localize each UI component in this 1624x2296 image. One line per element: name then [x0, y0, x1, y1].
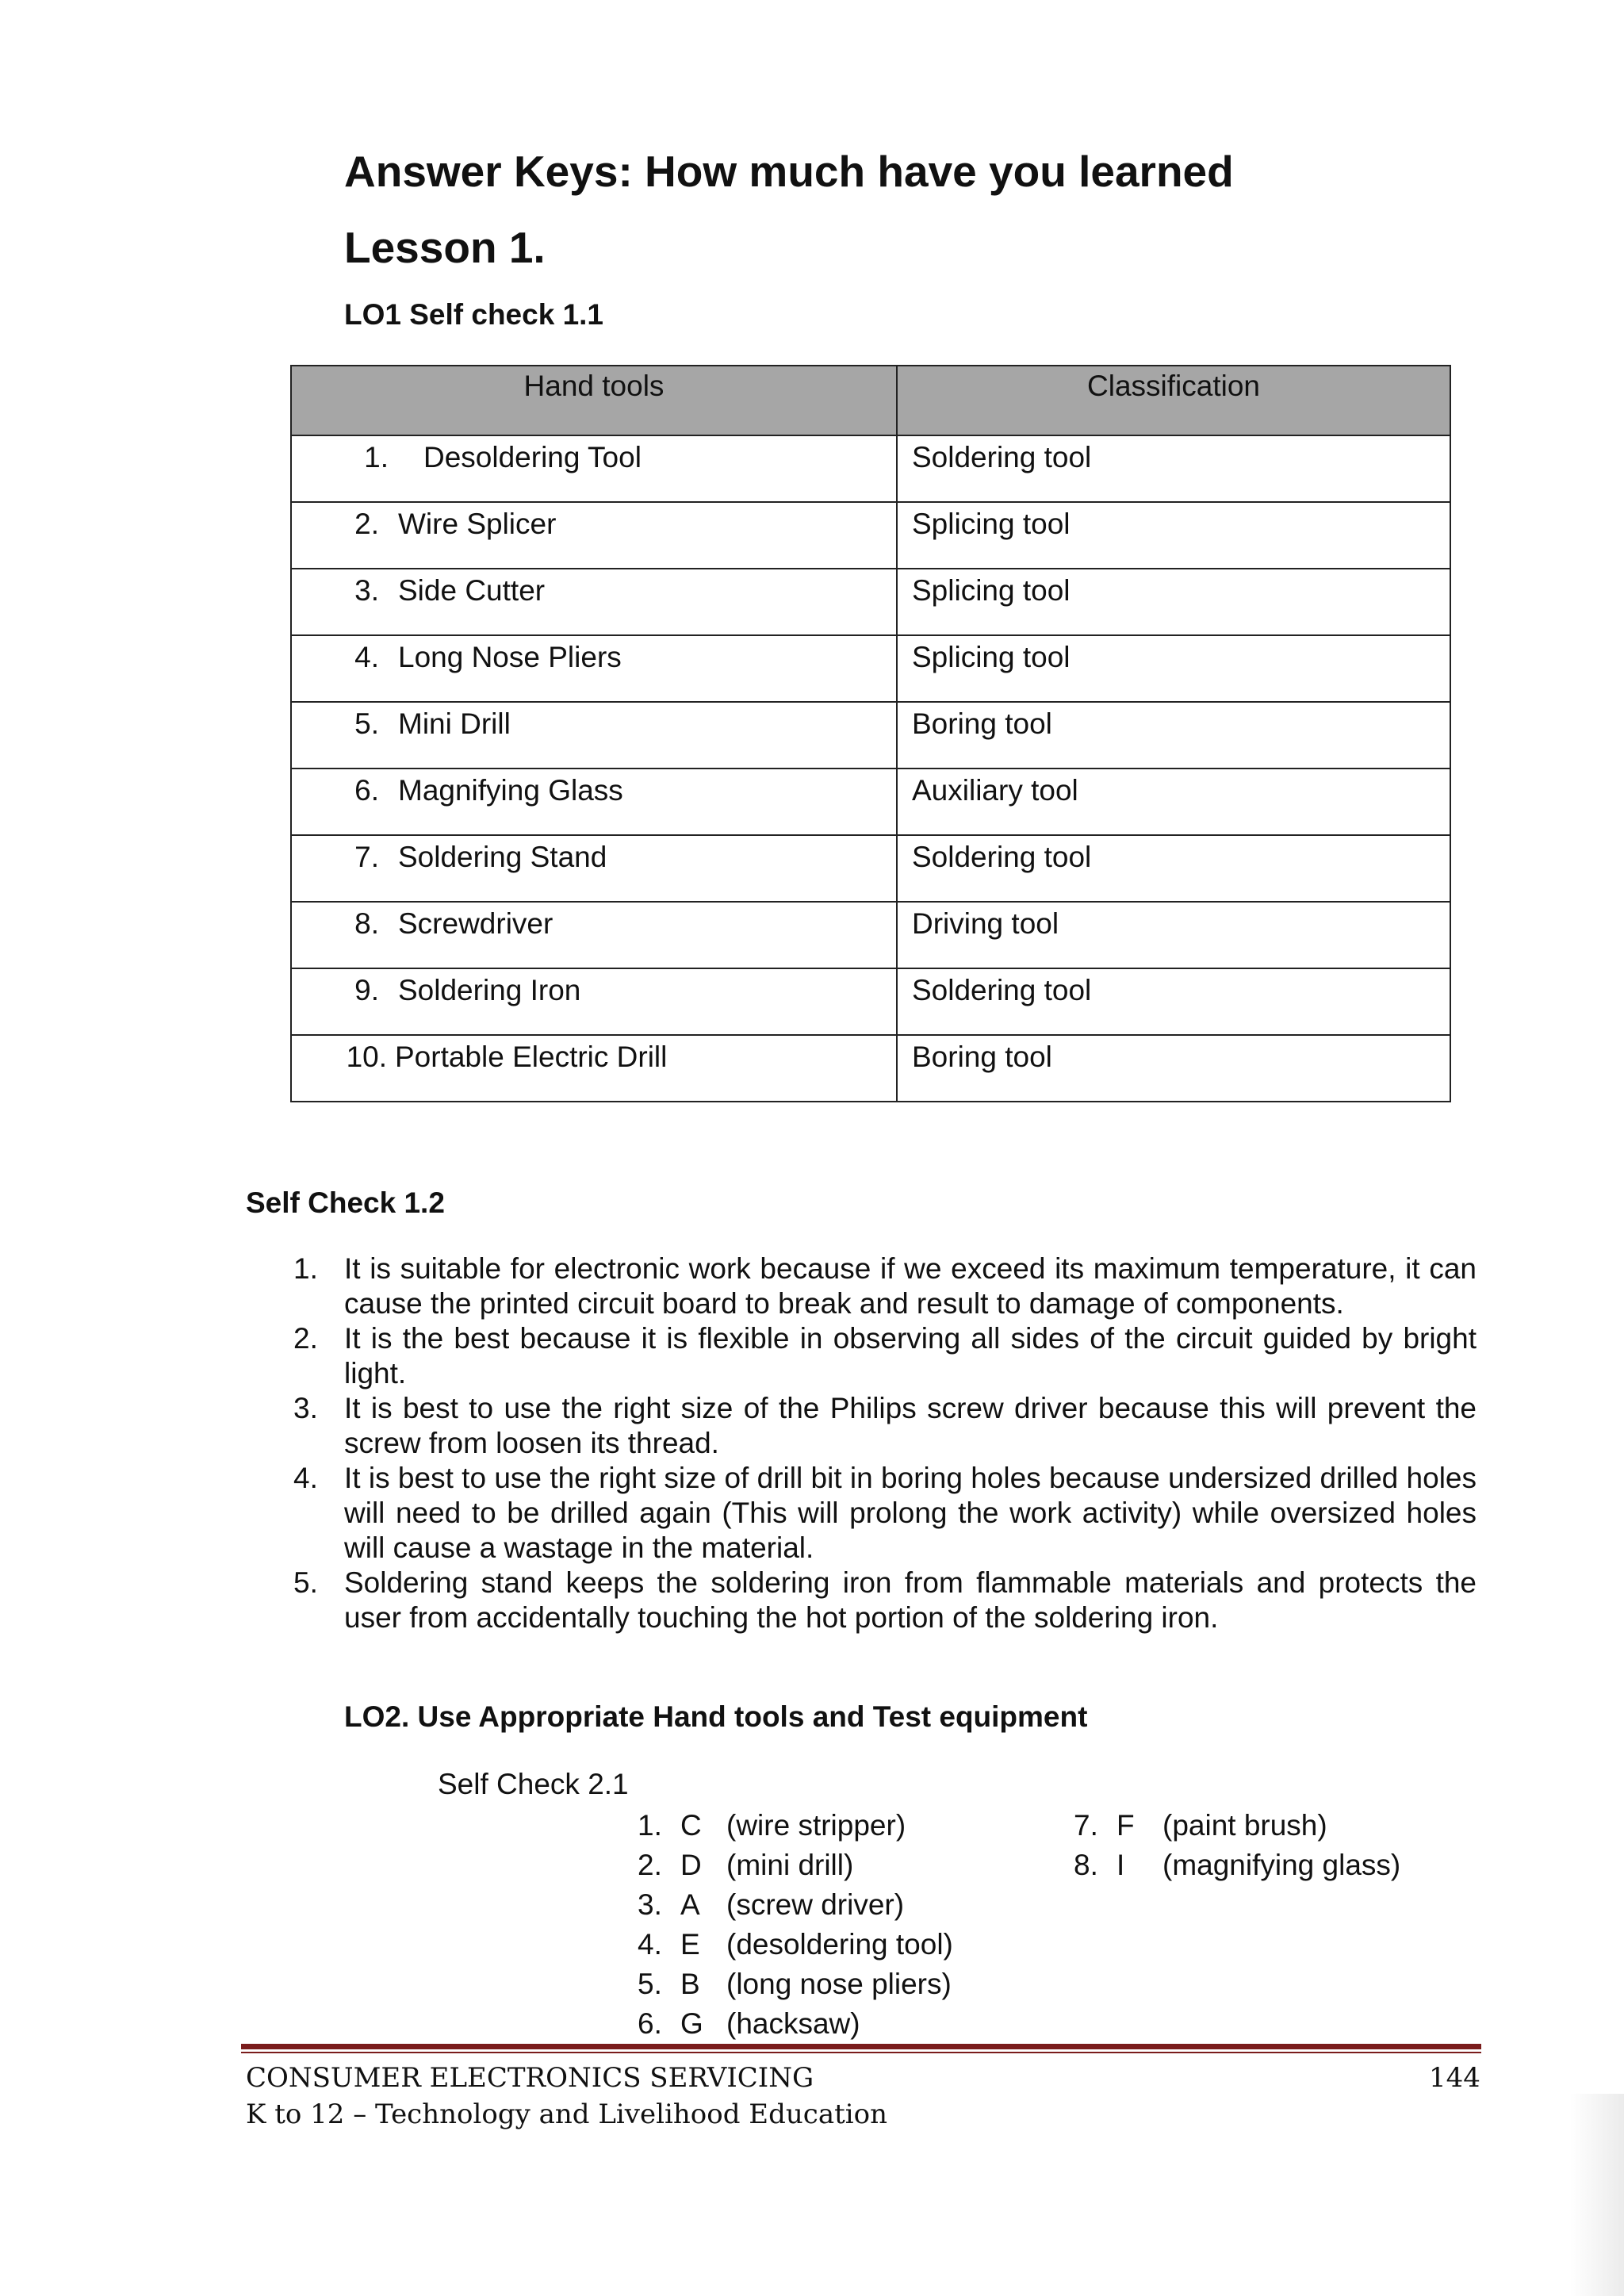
- list-item: [293, 1391, 1477, 1461]
- footer-rule-thick: [241, 2044, 1481, 2049]
- list-item: [293, 1321, 1477, 1391]
- list-item: [638, 1925, 953, 1964]
- answer-text: (desoldering tool): [726, 1928, 953, 1961]
- answer-letter: E: [680, 1928, 700, 1961]
- answer-text: It is best to use the right size of drill bit in boring holes because undersized drilled holes will need to be drilled again (This will prolong the work activity) while oversized holes will cause a wastage in the material.: [344, 1462, 1477, 1564]
- answer-text: (magnifying glass): [1162, 1849, 1401, 1881]
- tool-name: Portable Electric Drill: [395, 1041, 668, 1073]
- tool-classification: Boring tool: [912, 1041, 1052, 1073]
- answer-letter: F: [1116, 1809, 1135, 1842]
- item-number: 6.: [638, 2007, 662, 2040]
- table-row: [291, 569, 1450, 635]
- header-classification: Classification: [897, 366, 1450, 435]
- row-number: 4.: [354, 641, 379, 673]
- item-number: 3.: [638, 1888, 662, 1921]
- tool-classification: Splicing tool: [912, 574, 1071, 607]
- tool-name: Screwdriver: [398, 907, 553, 940]
- self-check-2-1-column-1: [638, 1806, 953, 2044]
- tool-classification: Soldering tool: [912, 841, 1092, 873]
- item-number: 5.: [293, 1566, 318, 1599]
- lo2-heading: LO2. Use Appropriate Hand tools and Test equipment: [344, 1700, 1088, 1733]
- lo1-self-check-label: LO1 Self check 1.1: [344, 298, 604, 331]
- tool-classification: Splicing tool: [912, 508, 1071, 540]
- page-edge-shadow: [1570, 2094, 1624, 2296]
- item-number: 5.: [638, 1968, 662, 2000]
- table-row: [291, 702, 1450, 769]
- tool-name: Desoldering Tool: [423, 441, 642, 473]
- tool-classification: Auxiliary tool: [912, 774, 1078, 807]
- table-row: [291, 435, 1450, 502]
- answer-text: (paint brush): [1162, 1809, 1327, 1842]
- answer-letter: I: [1116, 1849, 1125, 1881]
- list-item: [638, 1964, 953, 2004]
- tool-classification: Boring tool: [912, 707, 1052, 740]
- item-number: 1.: [638, 1809, 662, 1842]
- tool-name: Soldering Stand: [398, 841, 607, 873]
- table-row: [291, 968, 1450, 1035]
- item-number: 1.: [293, 1252, 318, 1285]
- page-heading: Answer Keys: How much have you learned: [344, 147, 1234, 196]
- hand-tools-table: [290, 365, 1451, 1102]
- tool-classification: Splicing tool: [912, 641, 1071, 673]
- answer-text: (hacksaw): [726, 2007, 860, 2040]
- header-hand-tools: Hand tools: [291, 366, 897, 435]
- item-number: 2.: [638, 1849, 662, 1881]
- item-number: 4.: [638, 1928, 662, 1961]
- footer-course-title: CONSUMER ELECTRONICS SERVICING: [246, 2062, 814, 2094]
- answer-text: Soldering stand keeps the soldering iron from flammable materials and protects the user from accidentally touching the hot portion of the soldering iron.: [344, 1566, 1477, 1634]
- footer-program-title: K to 12 – Technology and Livelihood Education: [246, 2099, 887, 2130]
- list-item: [293, 1251, 1477, 1321]
- answer-letter: B: [680, 1968, 700, 2000]
- table-row: [291, 902, 1450, 968]
- row-number: 2.: [354, 508, 379, 540]
- row-number: 5.: [354, 707, 379, 740]
- table-row: [291, 502, 1450, 569]
- lesson-title: Lesson 1.: [344, 223, 546, 272]
- list-item: [1074, 1806, 1400, 1846]
- row-number: 1.: [364, 441, 389, 473]
- tool-name: Mini Drill: [398, 707, 511, 740]
- tool-classification: Driving tool: [912, 907, 1059, 940]
- answer-text: (wire stripper): [726, 1809, 906, 1842]
- row-number: 8.: [354, 907, 379, 940]
- list-item: [638, 2004, 953, 2044]
- row-number: 7.: [354, 841, 379, 873]
- self-check-2-1-label: Self Check 2.1: [438, 1768, 629, 1800]
- tool-name: Side Cutter: [398, 574, 546, 607]
- list-item: [638, 1846, 953, 1885]
- list-item: [1074, 1846, 1400, 1885]
- row-number: 10.: [346, 1041, 387, 1073]
- list-item: [293, 1461, 1477, 1566]
- tool-classification: Soldering tool: [912, 974, 1092, 1006]
- list-item: [638, 1806, 953, 1846]
- answer-text: It is best to use the right size of the Philips screw driver because this will prevent the screw from loosen its thread.: [344, 1392, 1477, 1459]
- tool-name: Wire Splicer: [398, 508, 557, 540]
- item-number: 8.: [1074, 1849, 1098, 1881]
- row-number: 9.: [354, 974, 379, 1006]
- table-row: [291, 769, 1450, 835]
- answer-letter: G: [680, 2007, 703, 2040]
- tool-name: Soldering Iron: [398, 974, 581, 1006]
- answer-letter: D: [680, 1849, 702, 1881]
- answer-letter: A: [680, 1888, 700, 1921]
- table-header-row: [291, 366, 1450, 435]
- tool-name: Magnifying Glass: [398, 774, 623, 807]
- answer-text: It is suitable for electronic work because if we exceed its maximum temperature, it can cause the printed circuit board to break and result to damage of components.: [344, 1252, 1477, 1320]
- item-number: 4.: [293, 1462, 318, 1494]
- footer-rule-thin: [241, 2052, 1481, 2053]
- list-item: [638, 1885, 953, 1925]
- footer-rule: [241, 2044, 1481, 2055]
- tool-name: Long Nose Pliers: [398, 641, 622, 673]
- self-check-1-2-answers: [293, 1251, 1477, 1635]
- answer-text: (mini drill): [726, 1849, 854, 1881]
- answer-text: (screw driver): [726, 1888, 905, 1921]
- answer-letter: C: [680, 1809, 702, 1842]
- answer-text: (long nose pliers): [726, 1968, 952, 2000]
- row-number: 3.: [354, 574, 379, 607]
- page-number: 144: [1429, 2062, 1480, 2094]
- item-number: 3.: [293, 1392, 318, 1424]
- item-number: 2.: [293, 1322, 318, 1355]
- list-item: [293, 1566, 1477, 1635]
- table-row: [291, 835, 1450, 902]
- answer-text: It is the best because it is flexible in observing all sides of the circuit guided by bright light.: [344, 1322, 1477, 1389]
- table-row: [291, 1035, 1450, 1102]
- self-check-1-2-heading: Self Check 1.2: [246, 1186, 445, 1219]
- table-row: [291, 635, 1450, 702]
- self-check-2-1-column-2: [1074, 1806, 1400, 1885]
- item-number: 7.: [1074, 1809, 1098, 1842]
- tool-classification: Soldering tool: [912, 441, 1092, 473]
- row-number: 6.: [354, 774, 379, 807]
